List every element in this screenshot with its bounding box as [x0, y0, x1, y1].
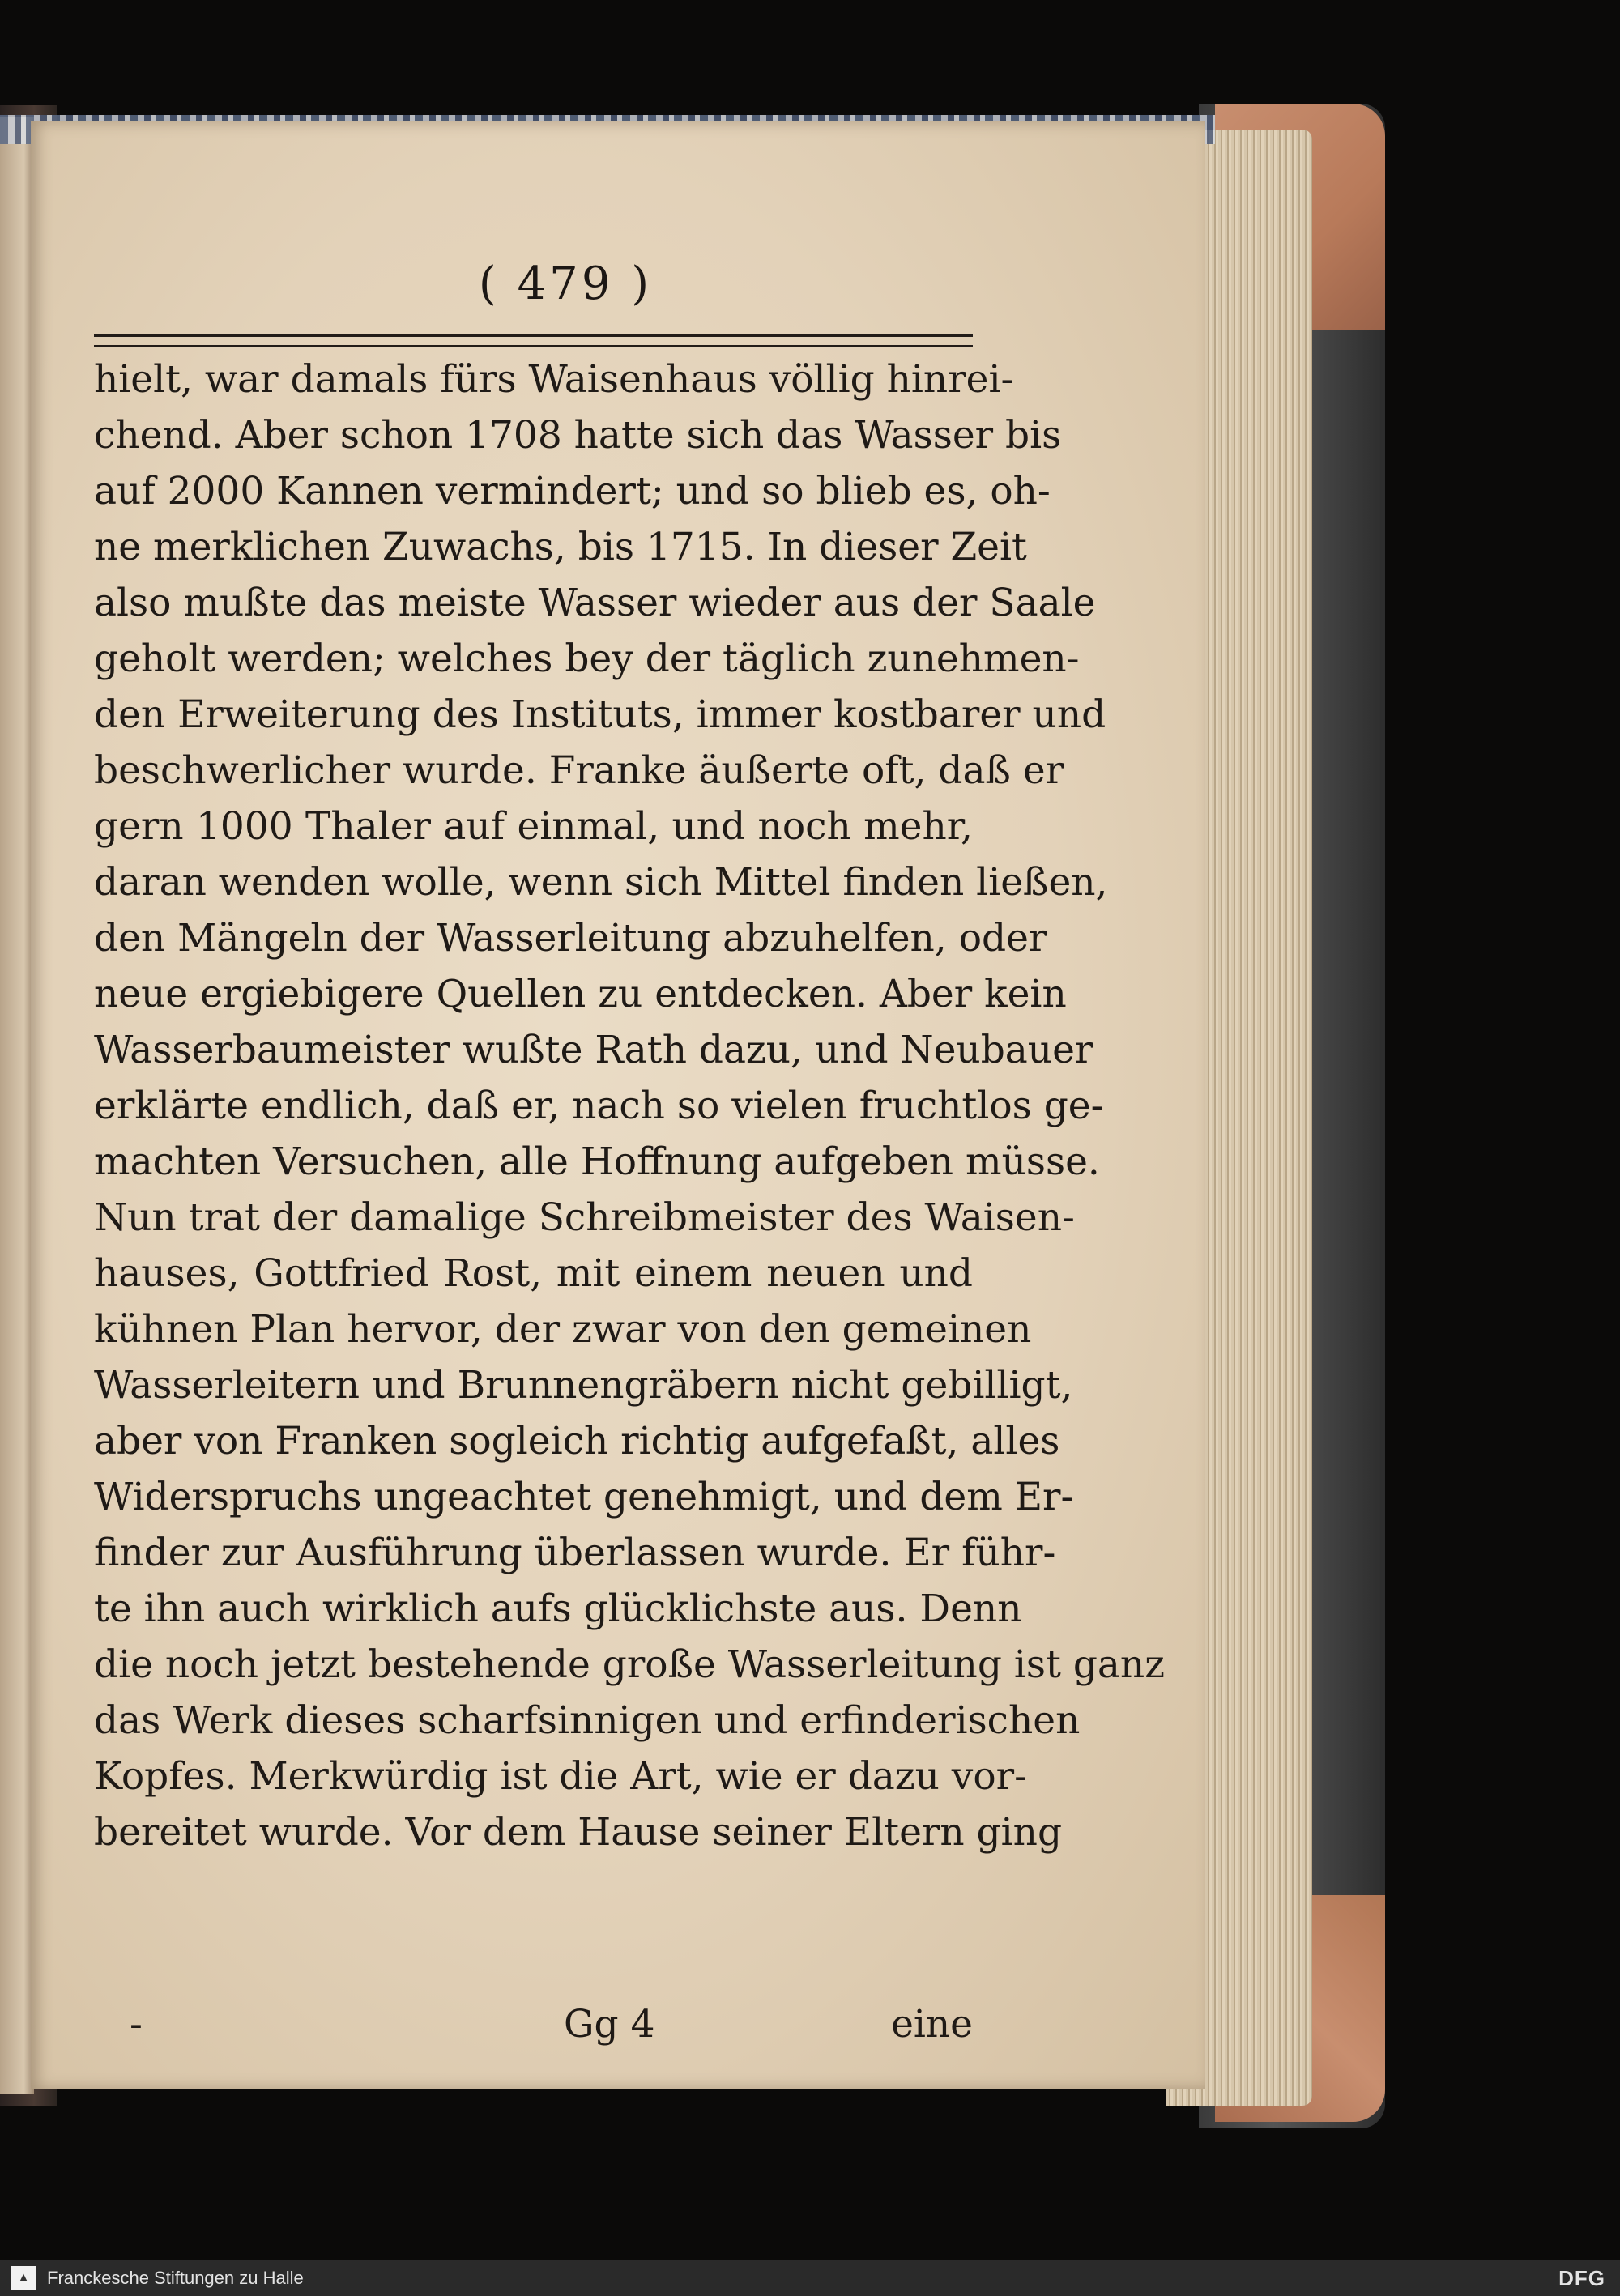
- text-line: erklärte endlich, daß er, nach so vielen fruchtlos ge-: [94, 1084, 1104, 1128]
- text-line: das Werk dieses scharfsinnigen und erfinderischen: [94, 1698, 1081, 1743]
- institution-name: Franckesche Stiftungen zu Halle: [47, 2268, 304, 2288]
- text-line: hauses, Gottfried Rost, mit einem neuen und: [94, 1251, 973, 1296]
- text-line: kühnen Plan hervor, der zwar von den gemeinen: [94, 1307, 1032, 1352]
- text-line: chend. Aber schon 1708 hatte sich das Wasser bis: [94, 413, 1062, 458]
- text-line: also mußte das meiste Wasser wieder aus der Saale: [94, 581, 1096, 625]
- text-line: ne merklichen Zuwachs, bis 1715. In dieser Zeit: [94, 525, 1027, 569]
- text-line: die noch jetzt bestehende große Wasserleitung ist ganz: [94, 1642, 1165, 1687]
- text-line: daran wenden wolle, wenn sich Mittel finden ließen,: [94, 860, 1108, 905]
- text-line: te ihn auch wirklich aufs glücklichste aus. Denn: [94, 1587, 1022, 1631]
- text-line: Nun trat der damalige Schreibmeister des Waisen-: [94, 1195, 1075, 1240]
- signature-mark: Gg 4: [564, 2002, 655, 2047]
- text-line: hielt, war damals fürs Waisenhaus völlig hinrei-: [94, 357, 1014, 402]
- facing-page-edge: [0, 117, 34, 2094]
- text-line: den Erweiterung des Instituts, immer kostbarer und: [94, 692, 1106, 737]
- institution-logo-icon: ▲: [11, 2266, 36, 2290]
- text-line: beschwerlicher wurde. Franke äußerte oft, daß er: [94, 748, 1064, 793]
- text-line: Wasserbaumeister wußte Rath dazu, und Neubauer: [94, 1028, 1094, 1072]
- text-line: aber von Franken sogleich richtig aufgefaßt, alles: [94, 1419, 1060, 1463]
- text-line: bereitet wurde. Vor dem Hause seiner Eltern ging: [94, 1810, 1063, 1855]
- mark-dash: -: [130, 2002, 143, 2047]
- text-line: Widerspruchs ungeachtet genehmigt, und dem Er-: [94, 1475, 1074, 1519]
- text-line: den Mängeln der Wasserleitung abzuhelfen, oder: [94, 916, 1047, 961]
- text-line: machten Versuchen, alle Hoffnung aufgeben müsse.: [94, 1139, 1100, 1184]
- header-rule: [94, 334, 973, 347]
- text-line: gern 1000 Thaler auf einmal, und noch mehr,: [94, 804, 973, 849]
- text-line: geholt werden; welches bey der täglich zunehmen-: [94, 637, 1080, 681]
- dfg-logo: DFG: [1558, 2266, 1605, 2290]
- signature-row: [94, 2002, 973, 2059]
- text-line: auf 2000 Kannen vermindert; und so blieb es, oh-: [94, 469, 1051, 513]
- text-line: Kopfes. Merkwürdig ist die Art, wie er dazu vor-: [94, 1754, 1027, 1799]
- book-page: [31, 121, 1205, 2089]
- text-line: Wasserleitern und Brunnengräbern nicht gebilligt,: [94, 1363, 1073, 1408]
- page-number: ( 479 ): [478, 258, 653, 310]
- catchword: eine: [891, 2002, 973, 2047]
- footer-bar: [0, 2260, 1620, 2296]
- text-line: finder zur Ausführung überlassen wurde. Er führ-: [94, 1531, 1056, 1575]
- text-line: neue ergiebigere Quellen zu entdecken. Aber kein: [94, 972, 1067, 1016]
- body-text: [94, 351, 1165, 1860]
